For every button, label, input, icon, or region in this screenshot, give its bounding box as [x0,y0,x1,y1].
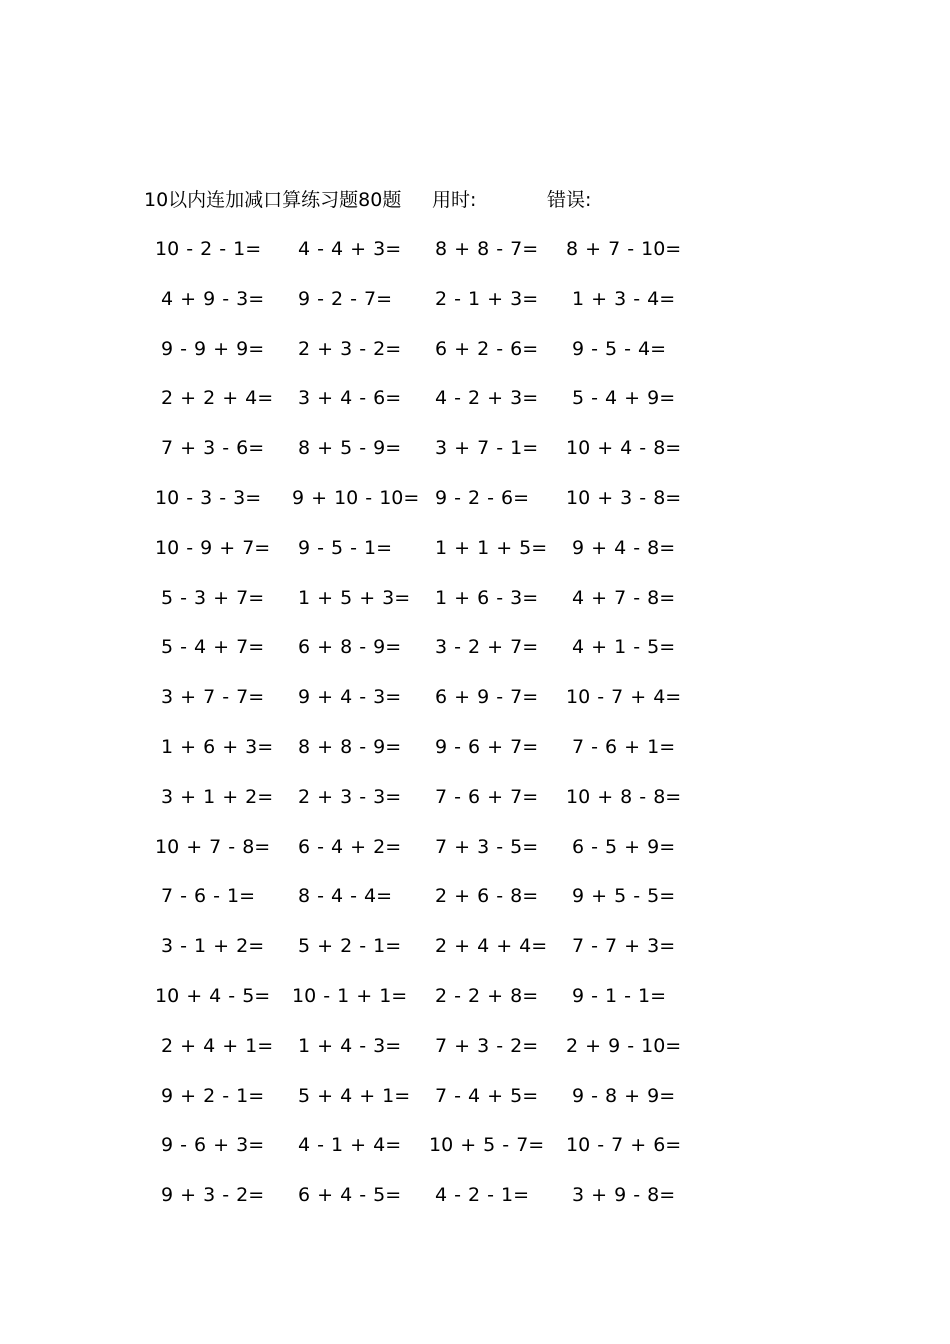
errors-label: 错误: [547,189,592,211]
problem-item: 9 - 2 - 6= [435,486,530,509]
problem-item: 2 + 4 + 4= [435,935,548,958]
problem-item: 8 + 7 - 10= [566,238,682,260]
problem-row [0,484,950,534]
problem-item: 3 + 9 - 8= [572,1184,676,1207]
problem-row [0,783,950,833]
problem-item: 8 + 8 - 9= [298,735,402,758]
problem-item: 2 + 9 - 10= [566,1034,682,1057]
problem-item: 2 + 4 + 1= [161,1034,274,1057]
problem-item: 5 - 4 + 9= [572,387,676,410]
problem-item: 4 + 7 - 8= [572,586,676,609]
problem-item: 2 - 1 + 3= [435,287,539,310]
problem-item: 9 + 3 - 2= [161,1184,265,1207]
problem-item: 10 + 3 - 8= [566,486,682,509]
problem-item: 7 - 7 + 3= [572,935,676,958]
problem-item: 1 + 5 + 3= [298,586,411,609]
problem-item: 2 + 2 + 4= [161,387,274,410]
problem-item: 10 + 4 - 8= [566,437,682,460]
problem-item: 10 - 7 + 6= [566,1134,682,1157]
problem-row [0,982,950,1032]
problem-item: 7 - 6 + 7= [435,785,539,808]
problem-item: 1 + 1 + 5= [435,536,548,559]
problem-row [0,633,950,683]
problem-item: 1 + 6 - 3= [435,586,539,609]
problem-item: 7 - 6 + 1= [572,735,676,758]
problem-item: 3 - 1 + 2= [161,935,265,958]
problem-item: 9 + 5 - 5= [572,885,676,908]
problem-item: 7 + 3 - 5= [435,835,539,858]
problem-row [0,235,950,285]
problem-item: 2 + 6 - 8= [435,885,539,908]
problem-item: 2 - 2 + 8= [435,984,539,1007]
problem-item: 10 - 2 - 1= [155,238,262,260]
worksheet-header [0,186,950,214]
problem-row [0,335,950,385]
problem-row [0,285,950,335]
problem-item: 5 + 2 - 1= [298,935,402,958]
problem-row [0,932,950,982]
problem-item: 7 - 4 + 5= [435,1084,539,1107]
problem-row [0,733,950,783]
problem-item: 4 - 2 + 3= [435,387,539,410]
problem-grid [0,235,950,1231]
problem-item: 7 + 3 - 2= [435,1034,539,1057]
problem-item: 6 + 8 - 9= [298,636,402,659]
time-used-label: 用时: [432,189,477,211]
problem-item: 3 + 7 - 7= [161,686,265,709]
problem-row [0,1082,950,1132]
problem-item: 4 - 2 - 1= [435,1184,530,1207]
problem-row [0,1131,950,1181]
problem-item: 9 + 4 - 3= [298,686,402,709]
problem-item: 2 + 3 - 2= [298,337,402,360]
problem-item: 10 - 1 + 1= [292,984,408,1007]
problem-item: 9 - 5 - 1= [298,536,393,559]
problem-row [0,434,950,484]
problem-item: 8 - 4 - 4= [298,885,393,908]
problem-row [0,384,950,434]
problem-item: 1 + 6 + 3= [161,735,274,758]
problem-item: 10 - 3 - 3= [155,486,262,509]
problem-item: 9 + 2 - 1= [161,1084,265,1107]
problem-item: 10 - 7 + 4= [566,686,682,709]
problem-row [0,534,950,584]
problem-item: 5 + 4 + 1= [298,1084,411,1107]
problem-item: 5 - 4 + 7= [161,636,265,659]
problem-item: 9 - 6 + 3= [161,1134,265,1157]
problem-item: 7 + 3 - 6= [161,437,265,460]
problem-item: 8 + 5 - 9= [298,437,402,460]
problem-item: 6 + 4 - 5= [298,1184,402,1207]
problem-item: 9 + 10 - 10= [292,486,420,509]
problem-item: 7 - 6 - 1= [161,885,256,908]
problem-item: 9 - 8 + 9= [572,1084,676,1107]
problem-item: 6 - 4 + 2= [298,835,402,858]
problem-item: 9 - 9 + 9= [161,337,265,360]
problem-item: 5 - 3 + 7= [161,586,265,609]
problem-item: 3 + 7 - 1= [435,437,539,460]
problem-item: 9 - 5 - 4= [572,337,667,360]
problem-row [0,1181,950,1231]
problem-row [0,683,950,733]
worksheet-title: 10以内连加减口算练习题80题 [144,189,402,211]
problem-item: 3 - 2 + 7= [435,636,539,659]
problem-row [0,833,950,883]
problem-row [0,882,950,932]
problem-row [0,1032,950,1082]
problem-item: 9 - 6 + 7= [435,735,539,758]
problem-item: 3 + 1 + 2= [161,785,274,808]
problem-item: 6 + 2 - 6= [435,337,539,360]
problem-item: 6 - 5 + 9= [572,835,676,858]
problem-item: 2 + 3 - 3= [298,785,402,808]
problem-item: 10 + 7 - 8= [155,835,271,858]
problem-item: 8 + 8 - 7= [435,238,539,260]
problem-item: 4 + 1 - 5= [572,636,676,659]
problem-item: 10 + 4 - 5= [155,984,271,1007]
problem-item: 10 - 9 + 7= [155,536,271,559]
problem-item: 4 - 4 + 3= [298,238,402,260]
problem-item: 1 + 3 - 4= [572,287,676,310]
problem-item: 9 + 4 - 8= [572,536,676,559]
problem-item: 4 - 1 + 4= [298,1134,402,1157]
problem-item: 9 - 2 - 7= [298,287,393,310]
problem-item: 10 + 8 - 8= [566,785,682,808]
problem-row [0,584,950,634]
problem-item: 9 - 1 - 1= [572,984,667,1007]
problem-item: 10 + 5 - 7= [429,1134,545,1157]
problem-item: 6 + 9 - 7= [435,686,539,709]
problem-item: 3 + 4 - 6= [298,387,402,410]
problem-item: 4 + 9 - 3= [161,287,265,310]
problem-item: 1 + 4 - 3= [298,1034,402,1057]
